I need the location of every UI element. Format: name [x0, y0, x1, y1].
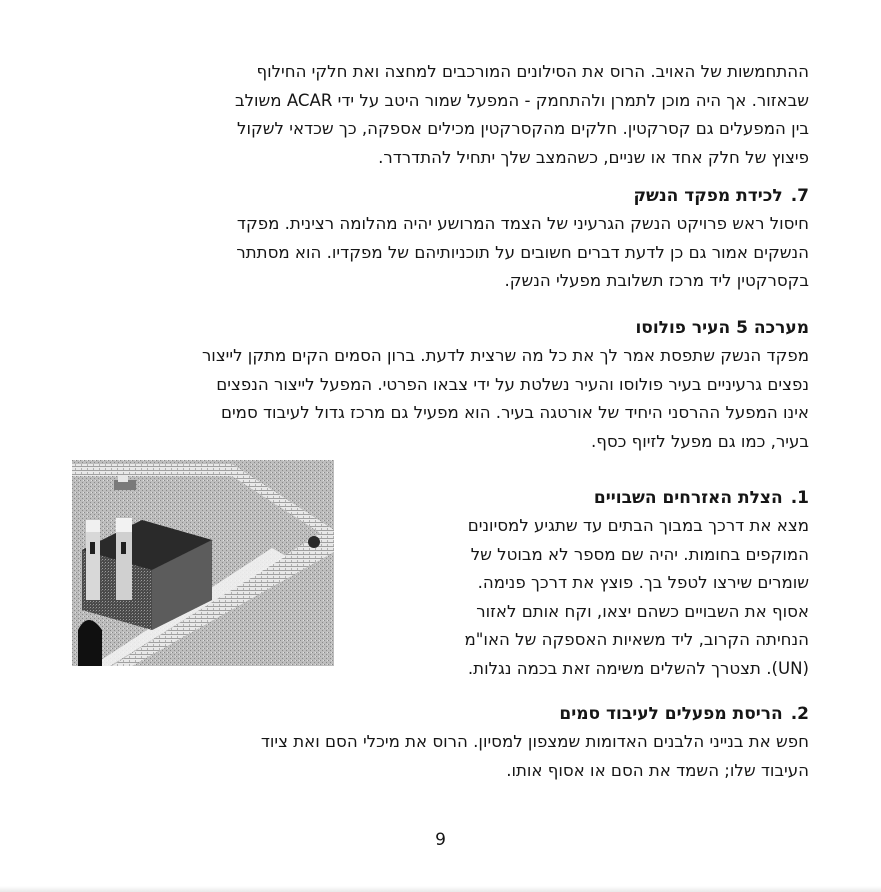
- mission-1-line: אסוף את השבויים כשהם יצאו, וקח אותם לאזור: [476, 601, 809, 621]
- mission-1-line: שומרים שירצו לטפל בך. פוצץ את דרכך פנימה.: [477, 573, 809, 592]
- mission-1-line: (UN). תצטרך להשלים משימה זאת בכמה נגלות.: [467, 658, 809, 678]
- campaign-5: [69, 314, 809, 456]
- section-7-number: 7.: [790, 186, 809, 206]
- mission-1-line: מצא את דרכך במבוך הבתים עד שתגיע למסיונים: [467, 516, 809, 535]
- campaign-heading: מערכה 5 העיר פולוסו: [635, 318, 809, 338]
- mission-2-number: 2.: [790, 704, 809, 724]
- mission-1-title: הצלת האזרחים השבויים: [593, 488, 783, 508]
- mission-2: [69, 700, 809, 785]
- intro-line: שבאזור. אך היה מוכן לתמרן ולהתחמק - המפעל שמור היטב על ידי ACAR משולב: [235, 90, 809, 110]
- mission-1-line: הנחיתה הקרוב, ליד משאיות האספקה של האו"מ: [464, 630, 809, 649]
- campaign-line: נפצים גרעיניים בעיר פולוסו והעיר נשלטת על ידי צבאו הפרטי. המפעל לייצור הנפצים: [216, 374, 809, 394]
- intro-paragraph: [69, 58, 809, 172]
- mission-2-title: הריסת מפעלים לעיבוד סמים: [559, 704, 783, 724]
- intro-line: ההתחמשות של האויב. הרוס את הסילונים המורכבים למחצה ואת חלקי החילוף: [256, 62, 809, 81]
- mission-1-heading: [345, 484, 809, 512]
- intro-line: בין המפעלים גם קסרקטין. חלקים מהקסרקטין מכילים אספקה, כך שכדאי לשקול: [237, 119, 809, 138]
- mission-1: [345, 484, 809, 683]
- game-screenshot: [72, 460, 334, 666]
- game-screenshot-image: [72, 460, 334, 666]
- campaign-line: מפקד הנשק שתפסת אמר לך את כל מה שרצית לדעת. ברון הסמים הקים מתקן לייצור: [201, 346, 809, 365]
- mission-1-line: המוקפים בחומות. יהיה שם מספר לא מבוטל של: [470, 544, 809, 564]
- section-7-heading: [69, 182, 809, 210]
- section-7-line: הנשקים אמור גם כן לדעת דברים חשובים על תוכניותיהם של מפקדיו. הוא מסתתר: [236, 242, 809, 262]
- section-7-line: חיסול ראש פרויקט הנשק הגרעיני של הצמד המרושע יהיה מהלומה רצינית. מפקד: [236, 214, 809, 233]
- mission-2-heading: [69, 700, 809, 728]
- mission-2-line: העיבוד שלו; השמד את הסם או אסוף אותו.: [506, 760, 809, 780]
- campaign-line: אינו המפעל ההרסני היחיד של אורטגה בעיר. הוא מפעיל גם מרכז גדול לעיבוד סמים: [220, 403, 809, 422]
- section-7-line: בקסרקטין ליד מרכז תשלובת מפעלי הנשק.: [504, 271, 809, 290]
- campaign-line: בעיר, כמו גם מפעל לזיוף כסף.: [590, 431, 809, 451]
- page-number: 9: [435, 830, 446, 850]
- section-7: [69, 182, 809, 296]
- mission-1-number: 1.: [790, 488, 809, 508]
- intro-line: פיצוץ של חלק אחד או שניים, כשהמצב שלך יתחיל להתדרדר.: [378, 147, 809, 167]
- scan-edge-divider: [0, 886, 881, 892]
- mission-2-line: חפש את בנייני הלבנים האדומות שמצפון למסיון. הרוס את מיכלי הסם ואת ציוד: [260, 732, 809, 751]
- section-7-title: לכידת מפקד הנשק: [633, 186, 783, 206]
